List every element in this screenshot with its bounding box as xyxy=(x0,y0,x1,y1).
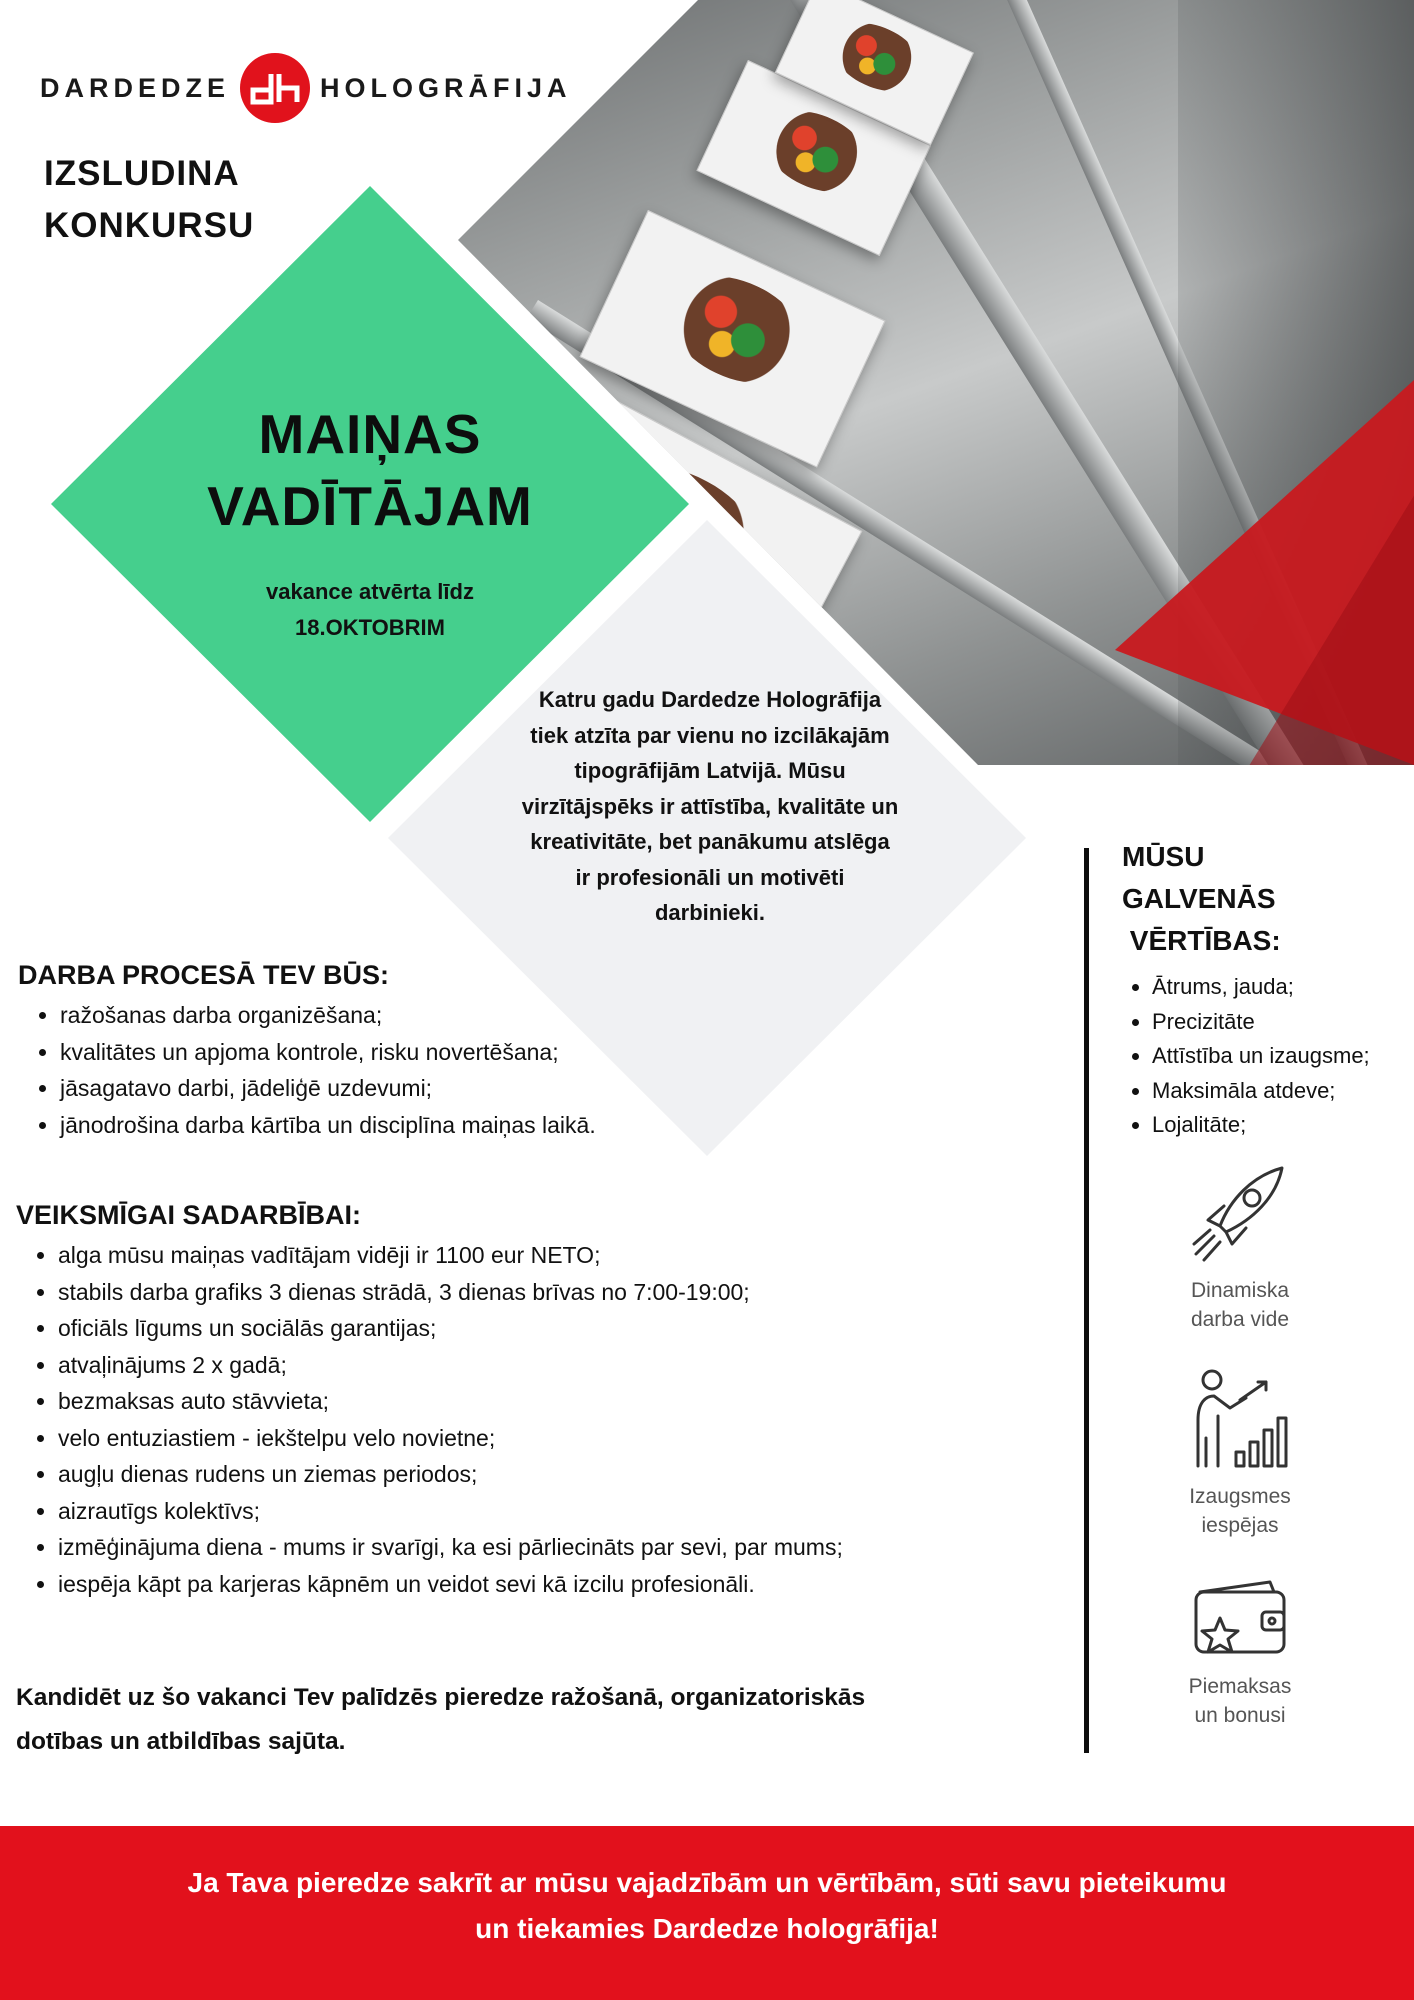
list-item: • Ātrums, jauda; xyxy=(1152,970,1414,1005)
list-item: • alga mūsu maiņas vadītājam vidēji ir 1100 eur NETO; xyxy=(58,1237,1016,1274)
list-item: • jāsagatavo darbi, jādeliģē uzdevumi; xyxy=(60,1070,628,1107)
values-heading-line-1: MŪSU xyxy=(1122,841,1205,872)
company-intro: Katru gadu Dardedze Hologrāfija tiek atzīta par vienu no izcilākajām tipogrāfijām Latvijā. Mūsu virzītājspēks ir attīstība, kvalitāte un kreativitāte, bet panākumu atslēga ir profesionāli un motivēti darbinieki. xyxy=(521,687,899,925)
rocket-icon xyxy=(1190,1160,1290,1264)
column-divider xyxy=(1084,848,1089,1753)
values-heading-line-2: GALVENĀS xyxy=(1122,883,1276,914)
deadline-date: 18.OKTOBRIM xyxy=(295,615,445,640)
growth-chart-icon xyxy=(1190,1368,1290,1470)
position-title-line-2: VADĪTĀJAM xyxy=(207,475,533,537)
closing-line-1: Kandidēt uz šo vakanci Tev palīdzēs pieredze ražošanā, organizatoriskās xyxy=(16,1684,866,1711)
list-item: • izmēģinājuma diena - mums ir svarīgi, ka esi pārliecināts par sevi, par mums; xyxy=(58,1529,1016,1566)
announce-line-1: IZSLUDINA xyxy=(44,154,240,193)
closing-line-2: dotības un atbildības sajūta. xyxy=(16,1728,346,1755)
deadline-line-1: vakance atvērta līdz xyxy=(266,579,474,604)
values-heading xyxy=(1122,836,1414,962)
list-item: • atvaļinājums 2 x gadā; xyxy=(58,1347,1016,1384)
feature-growth xyxy=(1125,1368,1355,1540)
list-item: • augļu dienas rudens un ziemas periodos; xyxy=(58,1456,1016,1493)
dh-monogram-icon xyxy=(249,68,301,108)
list-item: • Maksimāla atdeve; xyxy=(1152,1074,1414,1109)
list-item: • velo entuziastiem - iekštelpu velo novietne; xyxy=(58,1420,1016,1457)
announce-line-2: KONKURSU xyxy=(44,206,255,245)
logo-left-word: DARDEDZE xyxy=(40,72,231,103)
benefits-section xyxy=(16,1200,1016,1602)
list-item: • oficiāls līgums un sociālās garantijas; xyxy=(58,1310,1016,1347)
position-title xyxy=(150,398,590,542)
benefits-heading: VEIKSMĪGAI SADARBĪBAI: xyxy=(16,1200,362,1230)
values-section xyxy=(1122,836,1414,1143)
list-item: • kvalitātes un apjoma kontrole, risku novertēšana; xyxy=(60,1034,628,1071)
list-item: • aizrautīgs kolektīvs; xyxy=(58,1493,1016,1530)
position-title-line-1: MAIŅAS xyxy=(258,403,482,465)
feature-dynamic-work xyxy=(1125,1160,1355,1334)
list-item: • ražošanas darba organizēšana; xyxy=(60,997,628,1034)
footer-call-to-action xyxy=(60,1860,1354,1952)
closing-statement xyxy=(16,1676,1016,1764)
feature-label-line-1: Dinamiska xyxy=(1190,1279,1290,1302)
list-item: • jānodrošina darba kārtība un disciplīna maiņas laikā. xyxy=(60,1107,628,1144)
feature-label-line-1: Izaugsmes xyxy=(1189,1485,1291,1508)
feature-label-line-2: darba vide xyxy=(1190,1308,1290,1331)
feature-bonuses xyxy=(1125,1578,1355,1730)
footer-line-1: Ja Tava pieredze sakrīt ar mūsu vajadzībām un vērtībām, sūti savu pieteikumu xyxy=(187,1867,1227,1898)
values-heading-line-3: VĒRTĪBAS: xyxy=(1122,925,1281,956)
list-item: • Precizitāte xyxy=(1152,1005,1414,1040)
values-list xyxy=(1122,970,1414,1143)
logo-mark xyxy=(240,53,310,123)
list-item: • stabils darba grafiks 3 dienas strādā, 3 dienas brīvas no 7:00-19:00; xyxy=(58,1274,1016,1311)
feature-label-line-2: un bonusi xyxy=(1194,1704,1286,1727)
feature-label-line-2: iespējas xyxy=(1201,1514,1279,1537)
list-item: • Lojalitāte; xyxy=(1152,1108,1414,1143)
list-item: • iespēja kāpt pa karjeras kāpnēm un veidot sevi kā izcilu profesionāli. xyxy=(58,1566,1016,1603)
wallet-star-icon xyxy=(1190,1578,1290,1660)
deadline-text xyxy=(200,574,540,646)
company-logo xyxy=(40,52,572,124)
duties-section xyxy=(18,960,628,1143)
announce-heading xyxy=(44,148,254,252)
footer-line-2: un tiekamies Dardedze hologrāfija! xyxy=(475,1913,939,1944)
feature-label-line-1: Piemaksas xyxy=(1188,1675,1292,1698)
duties-heading: DARBA PROCESĀ TEV BŪS: xyxy=(18,960,390,990)
benefits-list xyxy=(16,1237,1016,1602)
list-item: • bezmaksas auto stāvvieta; xyxy=(58,1383,1016,1420)
list-item: • Attīstība un izaugsme; xyxy=(1152,1039,1414,1074)
logo-right-word: HOLOGRĀFIJA xyxy=(320,72,572,103)
duties-list xyxy=(18,997,628,1143)
